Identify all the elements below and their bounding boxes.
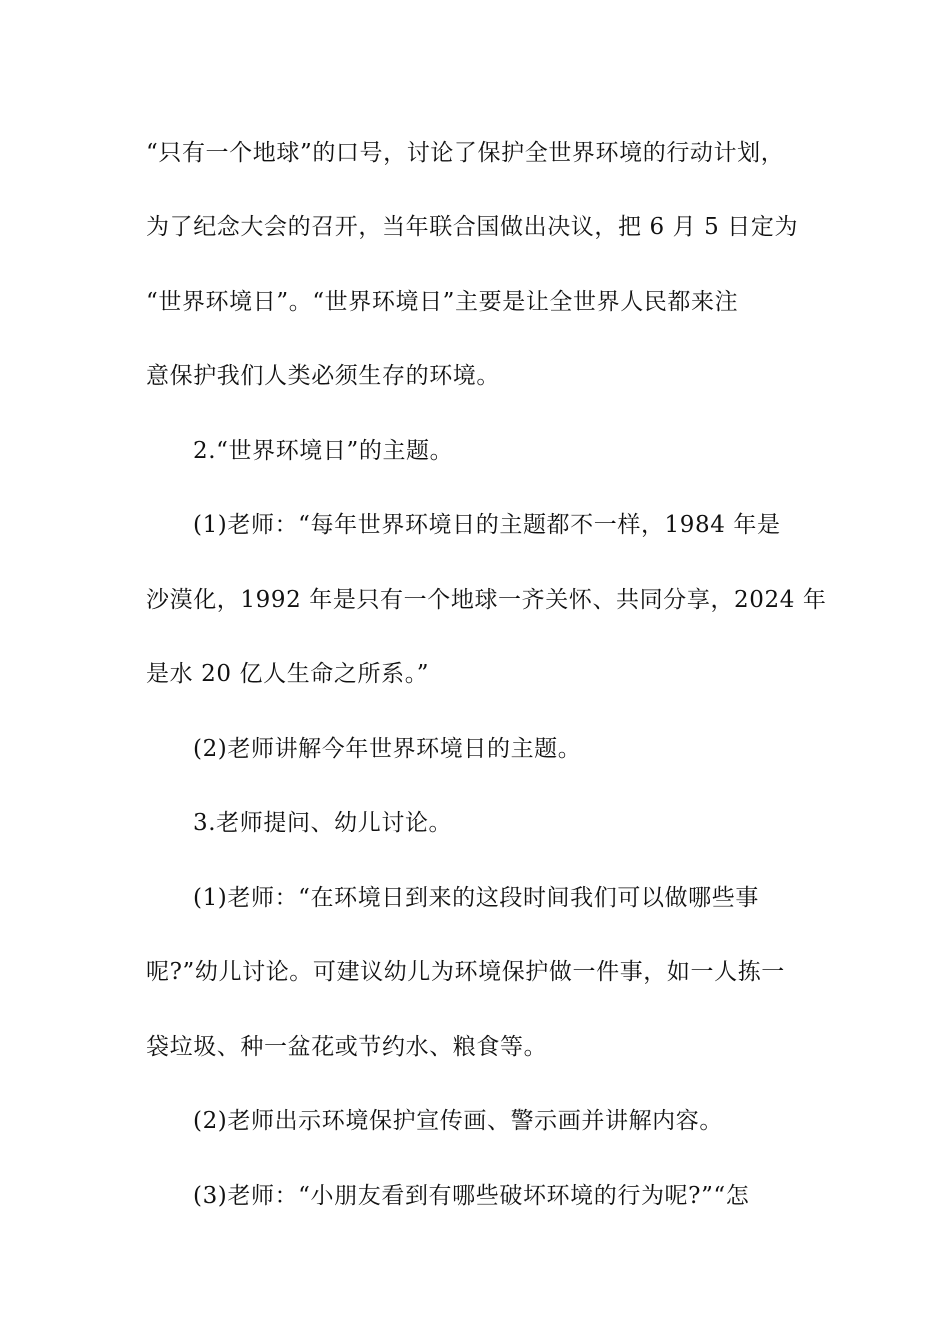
- text-line: 呢?”幼儿讨论。可建议幼儿为环境保护做一件事，如一人拣一: [146, 959, 785, 985]
- text-line: (2)老师出示环境保护宣传画、警示画并讲解内容。: [193, 1108, 723, 1134]
- text-line: 袋垃圾、种一盆花或节约水、粮食等。: [146, 1034, 548, 1060]
- text-line: 是水 20 亿人生命之所系。”: [146, 661, 430, 687]
- text-line: (2)老师讲解今年世界环境日的主题。: [193, 736, 582, 762]
- text-line: (3)老师：“小朋友看到有哪些破坏环境的行为呢?”“怎: [193, 1183, 750, 1209]
- text-line: “只有一个地球”的口号，讨论了保护全世界环境的行动计划，: [146, 140, 785, 166]
- text-line: 为了纪念大会的召开，当年联合国做出决议，把 6 月 5 日定为: [146, 214, 799, 240]
- section-heading: 3.老师提问、幼儿讨论。: [193, 810, 453, 836]
- text-line: “世界环境日”。“世界环境日”主要是让全世界人民都来注: [146, 289, 739, 315]
- text-line: 意保护我们人类必须生存的环境。: [146, 363, 500, 389]
- text-line: 沙漠化，1992 年是只有一个地球一齐关怀、共同分享，2024 年: [146, 587, 827, 613]
- text-line: (1)老师：“每年世界环境日的主题都不一样，1984 年是: [193, 512, 781, 538]
- text-line: (1)老师：“在环境日到来的这段时间我们可以做哪些事: [193, 885, 759, 911]
- section-heading: 2.“世界环境日”的主题。: [193, 438, 454, 464]
